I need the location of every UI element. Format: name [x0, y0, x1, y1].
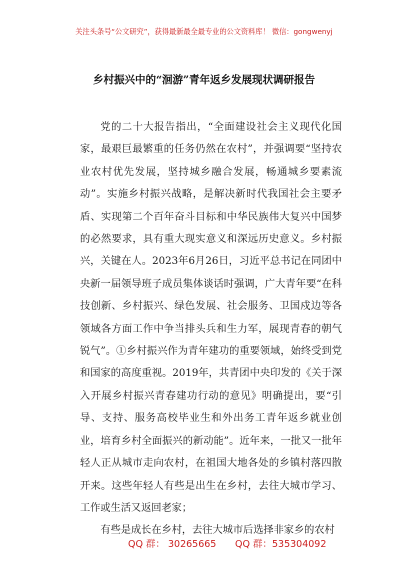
document-title: 乡村振兴中的“洄游”青年返乡发展现状调研报告 — [92, 74, 316, 86]
paragraph: 有些是成长在乡村，去往大城市后选择非家乡的农村 — [100, 525, 335, 537]
qq-group-right: QQ 群：535304092 — [235, 539, 327, 550]
header-note: 关注头条号“公文研究”，获得最新最全最专业的公文资料库！ 微信：gongwenyj — [75, 27, 333, 36]
document-body — [80, 117, 342, 543]
qq-group-left: QQ 群： 30265665 — [128, 539, 217, 550]
paragraph: 党的二十大报告指出，“全面建设社会主义现代化国家，最艰巨最繁重的任务仍然在农村”，并强调要“坚持农业农村优先发展，坚持城乡融合发展，畅通城乡要素流动”。实施乡村振兴战略，是解决新时代我国社会主要矛盾、实现第二个百年奋斗目标和中华民族伟大复兴中国梦的必然要求，具有重大现实意义和深远历史意义。乡村振兴，关键在人。2023年6月26日，习近平总书记在同团中央新一届领导班子成员集体谈话时强调，广大青年要“在科技创新、乡村振兴、绿色发展、社会服务、卫国戍边等各领域各方面工作中争当排头兵和生力军，展现青春的朝气锐气”。①乡村振兴作为青年建功的重要领域，始终受到党和国家的高度重视。2019年，共青团中央印发的《关于深入开展乡村振兴青春建功行动的意见》明确提出，要“引导、支持、服务高校毕业生和外出务工青年返乡就业创业，培育乡村全面振兴的新动能”。近年来，一批又一批年轻人正从城市走向农村，在祖国大地各处的乡镇村落四散开来。这些年轻人有些是出生在乡村，去往大城市学习、工作或生活又返回老家； — [80, 122, 342, 514]
